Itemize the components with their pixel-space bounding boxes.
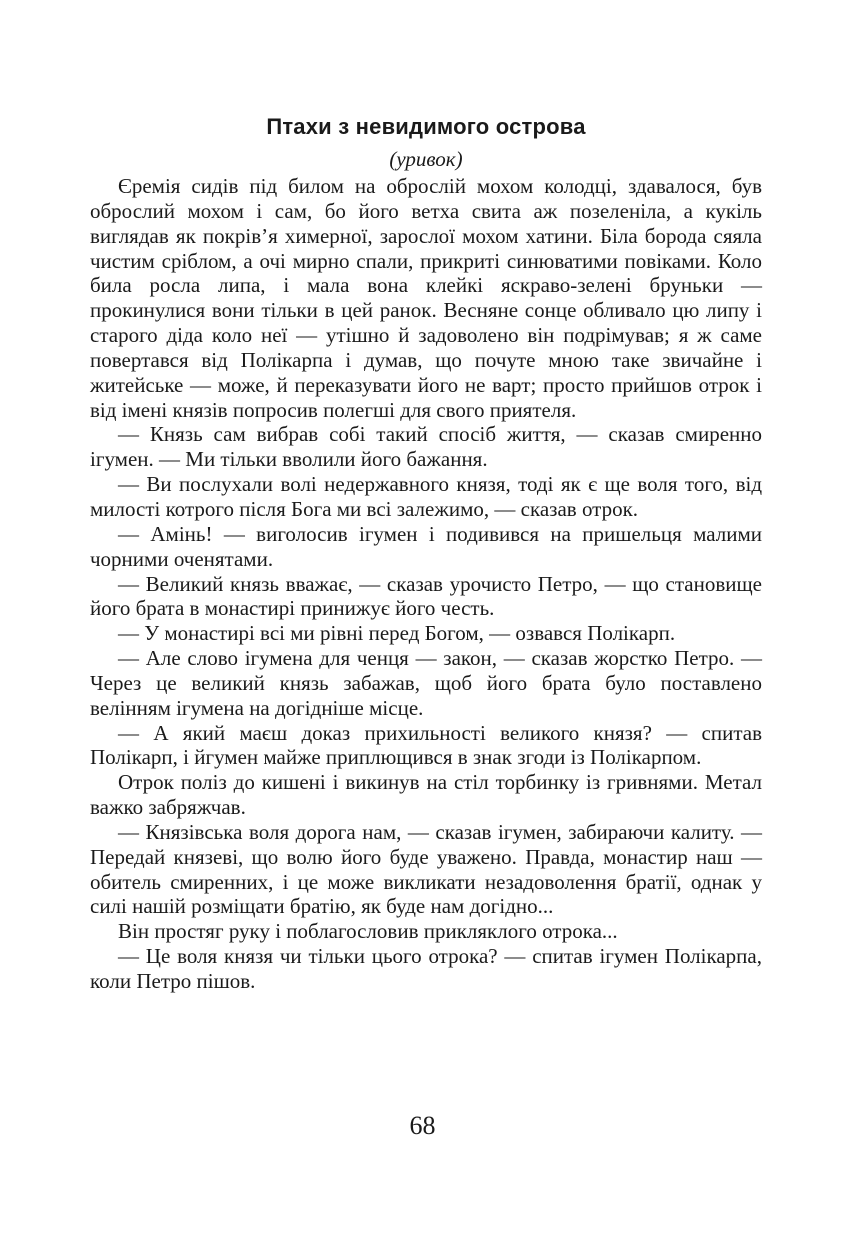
paragraph: — Князівська воля дорога нам, — сказав ігумен, забираючи калиту. — Передай князеві, що волю його буде уважено. Правда, монастир наш — обитель смиренних, і це може викликати незадоволення братії, однак у силі нашій розміщати братію, як буде нам догідно... [90, 819, 762, 919]
paragraph: — Амінь! — виголосив ігумен і подивився на пришельця малими чорними оченятами. [90, 521, 762, 571]
page-number: 68 [409, 1111, 436, 1140]
paragraph: — Великий князь вважає, — сказав урочисто Петро, — що становище його брата в монастирі принижує його честь. [90, 571, 762, 621]
paragraph: — Але слово ігумена для ченця — закон, — сказав жорстко Петро. — Через це великий князь забажав, щоб його брата було поставлено велінням ігумена на догідніше місце. [90, 646, 762, 720]
paragraph: Він простяг руку і поблагословив прикляклого отрока... [118, 919, 618, 944]
paragraph: — А який маєш доказ прихильності великого князя? — спитав Полікарп, і йгумен майже приплющився в знак згоди із Полікарпом. [90, 720, 762, 770]
story-subtitle: (уривок) [389, 147, 463, 171]
paragraph: — Це воля князя чи тільки цього отрока? — спитав ігумен Полікарпа, коли Петро пішов. [90, 944, 762, 993]
paragraph: Отрок поліз до кишені і викинув на стіл торбинку із гривнями. Метал важко забряжчав. [90, 770, 762, 820]
story-text [90, 174, 762, 994]
paragraph: — Князь сам вибрав собі такий спосіб життя, — сказав смиренно ігумен. — Ми тільки вволили його бажання. [90, 422, 762, 472]
paragraph: — Ви послухали волі недержавного князя, тоді як є ще воля того, від милості котрого після Бога ми всі залежимо, — сказав отрок. [90, 472, 762, 521]
paragraph: — У монастирі всі ми рівні перед Богом, — озвався Полікарп. [118, 621, 676, 646]
story-title: Птахи з невидимого острова [266, 114, 586, 139]
page-content [90, 112, 762, 994]
paragraph: Єремія сидів під билом на оброслій мохом колодці, здавалося, був оброслий мохом і сам, бо його ветха свита аж позеленіла, а кукіль виглядав як покрів’я химерної, зарослої мохом хатини. Біла борода сяяла чистим сріблом, а очі мирно спали, прикриті синюватими повіками. Коло била росла липа, і мала вона клейкі яскраво-зелені бруньки — прокинулися вони тільки в цей ранок. Весняне сонце обливало цю липу і старого діда коло неї — утішно й задоволено він подрімував; я ж саме повертався від Полікарпа і думав, що почуте мною таке звичайне і житейське — може, й переказувати його не варт; просто прийшов отрок і від імені князів попросив полегші для свого приятеля. [90, 174, 762, 422]
